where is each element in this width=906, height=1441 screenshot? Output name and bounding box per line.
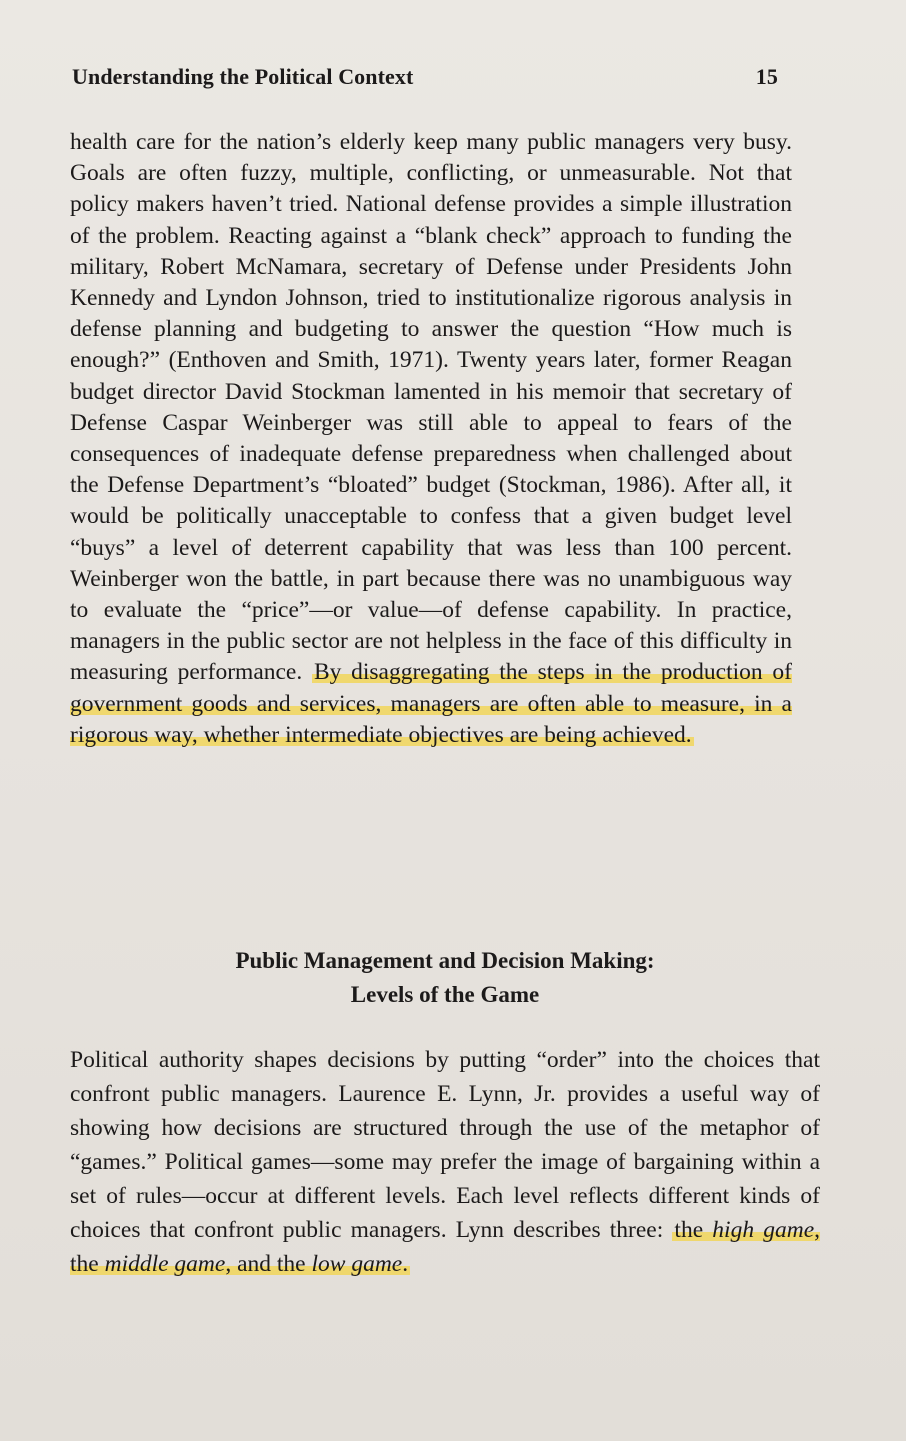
paragraph-1 bbox=[70, 127, 792, 751]
page-number: 15 bbox=[755, 64, 778, 89]
paragraph-2 bbox=[70, 1043, 820, 1281]
hl-and-the: and the bbox=[237, 1251, 312, 1277]
running-head-title: Understanding the Political Context bbox=[72, 64, 414, 89]
hl-comma: , bbox=[225, 1251, 232, 1277]
paragraph-1-text: health care for the nation’s elderly keep many public managers very busy. Goals are often fuzzy, multiple, conflicting, or unmeasurable. Not that policy makers haven’t tried. National defense provides a simple illustration of the problem. Reacting against a “blank check” approach to funding the military, Robert McNamara, secretary of Defense under Presidents John Kennedy and Lyndon Johnson, tried to institutionalize rigorous analysis in defense planning and budgeting to answer the question “How much is enough?” (Enthoven and Smith, 1971). Twenty years later, former Reagan budget director David Stockman lamented in his memoir that secretary of Defense Caspar Weinberger was still able to appeal to fears of the consequences of inadequate defense preparedness when challenged about the Defense Department’s “bloated” budget (Stockman, 1986). After all, it would be politically unacceptable to confess that a given budget level “buys” a level of deterrent capability that was less than 100 percent. Weinberger won the battle, in part because there was no unambiguous way to evaluate the “price”—or value—of defense capability. In practice, managers in the public sector are not helpless in the face of this difficulty in measuring performance. bbox=[70, 129, 792, 686]
term-low-game: low game bbox=[311, 1251, 403, 1277]
hl-comma-the: , the bbox=[70, 1217, 821, 1277]
highlighted-passage-1: By disaggregating the steps in the production of government goods and services, managers are often able to measure, in a rigorous way, whether intermediate objectives are being achieved. bbox=[70, 659, 792, 748]
section-heading-line-2: Levels of the Game bbox=[350, 982, 540, 1007]
paragraph-2-text: Political authority shapes decisions by putting “order” into the choices that confront public managers. Laurence E. Lynn, Jr. provides a useful way of showing how decisions are structured through the use of the metaphor of “games.” Political games—some may prefer the image of bargaining within a set of rules—occur at different levels. Each level reflects different kinds of choices that confront public managers. Lynn describes three: bbox=[70, 1047, 820, 1243]
term-high-game: high game bbox=[712, 1217, 815, 1243]
section-heading-line-1: Public Management and Decision Making: bbox=[235, 948, 655, 973]
hl-period: . bbox=[402, 1251, 409, 1277]
term-middle-game: middle game bbox=[104, 1251, 226, 1277]
section-heading bbox=[70, 944, 820, 1012]
running-head bbox=[72, 64, 778, 90]
hl-the: the bbox=[674, 1217, 713, 1243]
